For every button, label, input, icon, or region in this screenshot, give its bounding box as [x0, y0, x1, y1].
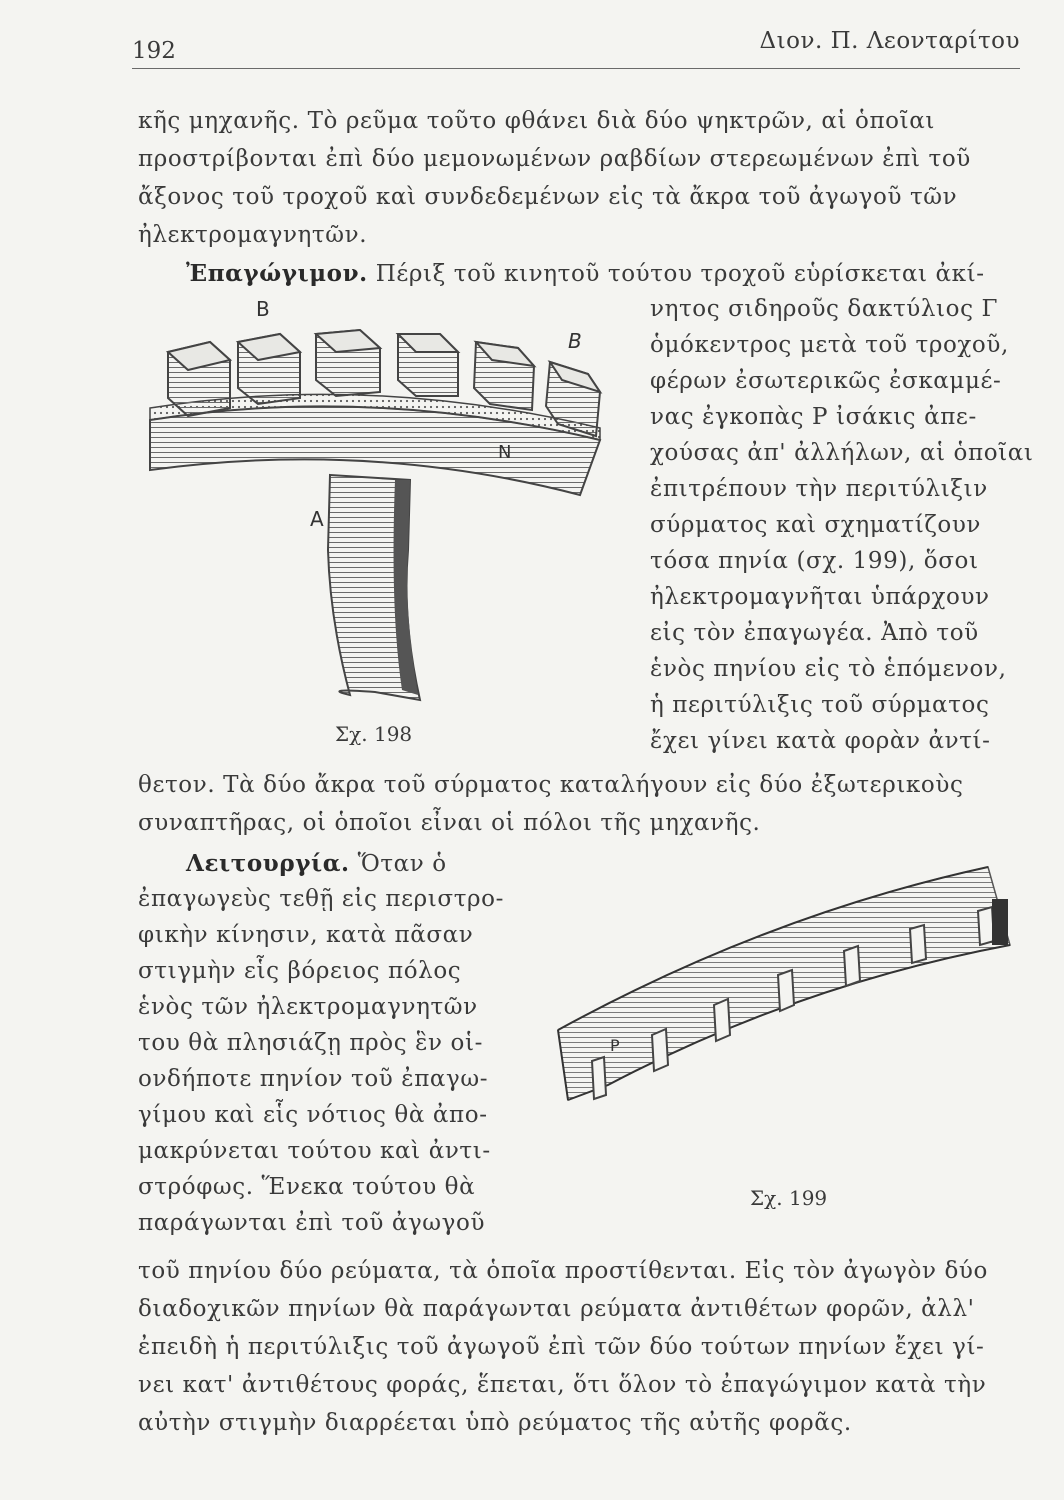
- text-line: κῆς μηχανῆς. Τὸ ρεῦμα τοῦτο φθάνει διὰ δύο ψηκτρῶν, αἱ ὁποῖαι: [138, 108, 935, 134]
- text-line: αὐτὴν στιγμὴν διαρρέεται ὑπὸ ρεύματος τῆς αὐτῆς φορᾶς.: [138, 1410, 852, 1436]
- text-line: θετον. Τὰ δύο ἄκρα τοῦ σύρματος καταλήγουν εἰς δύο ἐξωτερικοὺς: [138, 772, 964, 798]
- text-line: φέρων ἐσωτερικῶς ἐσκαμμέ-: [650, 368, 1002, 394]
- figure-198: [140, 290, 620, 720]
- figure-198-label-n: N: [498, 442, 512, 463]
- text-line: μακρύνεται τούτου καὶ ἀντι-: [138, 1138, 491, 1164]
- page-header: [132, 24, 1020, 69]
- text-line: ονδήποτε πηνίον τοῦ ἐπαγω-: [138, 1066, 489, 1092]
- text-line: διαδοχικῶν πηνίων θὰ παράγωνται ρεύματα ἀντιθέτων φορῶν, ἀλλ': [138, 1296, 975, 1322]
- text-line: ἄξονος τοῦ τροχοῦ καὶ συνδεδεμένων εἰς τὰ ἄκρα τοῦ ἀγωγοῦ τῶν: [138, 184, 958, 210]
- figure-199-caption: Σχ. 199: [750, 1186, 828, 1210]
- text-line: χούσας ἀπ' ἀλλήλων, αἱ ὁποῖαι: [650, 440, 1034, 466]
- text-run: Πέριξ τοῦ κινητοῦ τούτου τροχοῦ εὑρίσκεται ἀκί-: [375, 261, 985, 287]
- text-line: ἐπαγωγεὺς τεθῇ εἰς περιστρο-: [138, 886, 504, 912]
- text-line: ὁμόκεντρος μετὰ τοῦ τροχοῦ,: [650, 332, 1009, 358]
- text-line: τοῦ πηνίου δύο ρεύματα, τὰ ὁποῖα προστίθενται. Εἰς τὸν ἀγωγὸν δύο: [138, 1258, 988, 1284]
- section-first-line: [186, 262, 985, 286]
- figure-198-drawing: [140, 290, 620, 720]
- figure-199: [548, 855, 1018, 1165]
- text-line: του θὰ πλησιάζῃ πρὸς ἓν οἱ-: [138, 1030, 483, 1056]
- figure-198-label-a: A: [310, 507, 324, 531]
- text-line: σύρματος καὶ σχηματίζουν: [650, 512, 981, 538]
- figure-198-label-b-left: B: [256, 297, 270, 321]
- running-head-author: Διον. Π. Λεονταρίτου: [759, 28, 1020, 54]
- text-line: ἡ περιτύλιξις τοῦ σύρματος: [650, 692, 990, 718]
- text-line: ἐπειδὴ ἡ περιτύλιξις τοῦ ἀγωγοῦ ἐπὶ τῶν δύο τούτων πηνίων ἔχει γί-: [138, 1334, 985, 1360]
- section-heading: Λειτουργία.: [186, 850, 350, 877]
- figure-199-label-p: P: [610, 1036, 620, 1055]
- section-heading: Ἐπαγώγιμον.: [186, 260, 368, 287]
- text-line: φικὴν κίνησιν, κατὰ πᾶσαν: [138, 922, 474, 948]
- text-line: τόσα πηνία (σχ. 199), ὅσοι: [650, 548, 979, 574]
- text-line: ἠλεκτρομαγνητῶν.: [138, 222, 368, 248]
- figure-199-drawing: [548, 855, 1018, 1165]
- text-run: Ὅταν ὁ: [357, 851, 447, 877]
- text-line: νητος σιδηροῦς δακτύλιος Γ: [650, 296, 999, 322]
- text-line: ἑνὸς πηνίου εἰς τὸ ἑπόμενον,: [650, 656, 1007, 682]
- text-line: προστρίβονται ἐπὶ δύο μεμονωμένων ραβδίων στερεωμένων ἐπὶ τοῦ: [138, 146, 971, 172]
- text-line: εἰς τὸν ἐπαγωγέα. Ἀπὸ τοῦ: [650, 620, 979, 646]
- text-line: στιγμὴν εἷς βόρειος πόλος: [138, 958, 462, 984]
- text-line: ἠλεκτρομαγνῆται ὑπάρχουν: [650, 584, 990, 610]
- text-line: συναπτῆρας, οἱ ὁποῖοι εἶναι οἱ πόλοι τῆς μηχανῆς.: [138, 810, 761, 836]
- figure-198-label-b-right: B: [568, 329, 582, 353]
- text-line: γίμου καὶ εἷς νότιος θὰ ἀπο-: [138, 1102, 488, 1128]
- text-line: ἑνὸς τῶν ἠλεκτρομαγνητῶν: [138, 994, 478, 1020]
- section-first-line: [186, 852, 447, 876]
- figure-198-caption: Σχ. 198: [335, 722, 413, 746]
- text-line: παράγωνται ἐπὶ τοῦ ἀγωγοῦ: [138, 1210, 486, 1236]
- page-number: 192: [132, 38, 176, 64]
- text-line: νας ἐγκοπὰς P ἰσάκις ἀπε-: [650, 404, 977, 430]
- text-line: ἐπιτρέπουν τὴν περιτύλιξιν: [650, 476, 988, 502]
- text-line: ἔχει γίνει κατὰ φορὰν ἀντί-: [650, 728, 991, 754]
- text-line: νει κατ' ἀντιθέτους φοράς, ἕπεται, ὅτι ὅλον τὸ ἐπαγώγιμον κατὰ τὴν: [138, 1372, 987, 1398]
- text-line: στρόφως. Ἕνεκα τούτου θὰ: [138, 1174, 476, 1200]
